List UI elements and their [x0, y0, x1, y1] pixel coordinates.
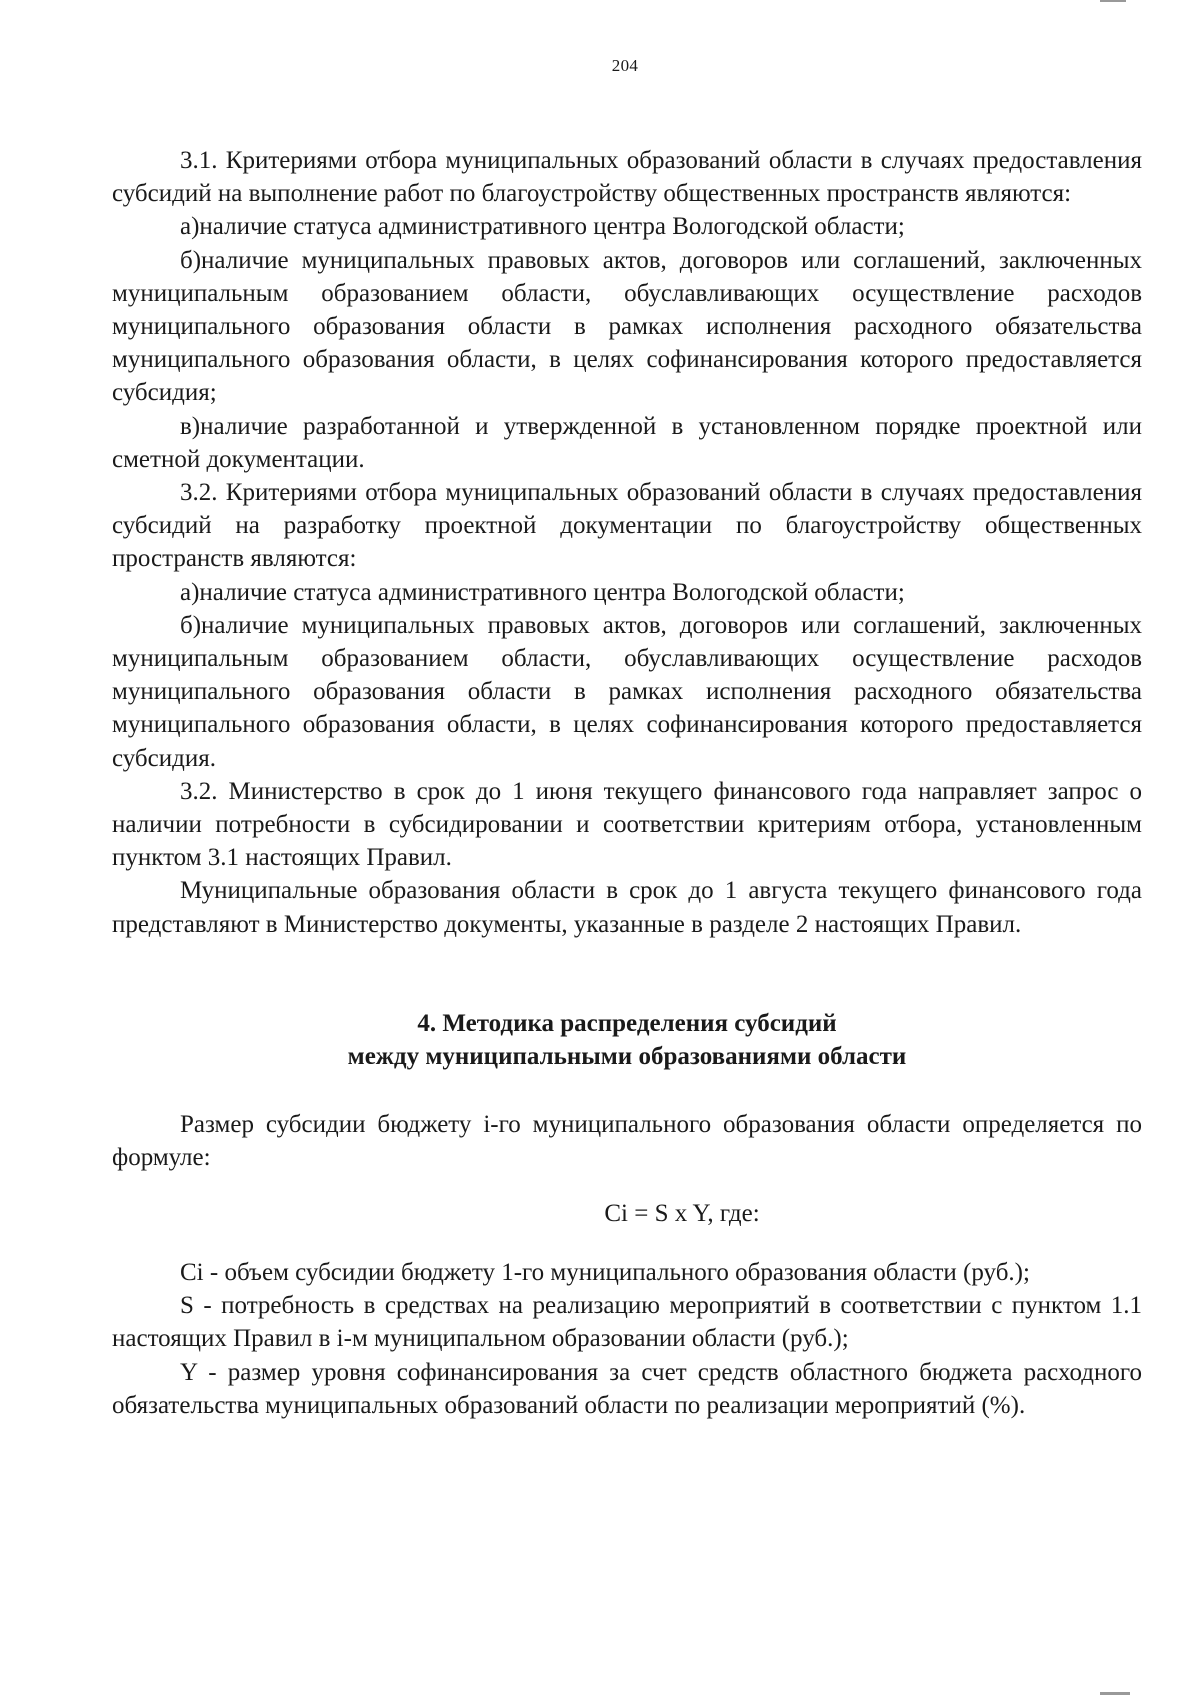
section-4-heading-line-1: 4. Методика распределения субсидий [417, 1009, 837, 1037]
spacer [112, 1073, 1142, 1108]
spacer [112, 1175, 1142, 1197]
definition-s: S - потребность в средствах на реализацию мероприятий в соответствии с пунктом 1.1 настоящих Правил в i-м муниципальном образовании области (руб.); [112, 1292, 1142, 1353]
paragraph-3-1-a: а)наличие статуса административного центра Вологодской области; [180, 213, 905, 241]
paragraph-3-2-b: б)наличие муниципальных правовых актов, договоров или соглашений, заключенных муниципальным образованием области, обуславливающих осуществление расходов муниципального образования области в рамках исполнения расходного обязательства муниципального образования области, в целях софинансирования которого предоставляется субсидия. [112, 611, 1142, 772]
section-4-heading-line-2: между муниципальными образованиями области [347, 1043, 907, 1071]
scan-artifact-bottom-right [1100, 1692, 1130, 1695]
paragraph-3-1-c: в)наличие разработанной и утвержденной в установленном порядке проектной или сметной документации. [112, 412, 1142, 473]
definition-ci: Ci - объем субсидии бюджету 1-го муниципального образования области (руб.); [180, 1258, 1030, 1286]
page-number: 204 [611, 56, 639, 75]
paragraph-3-1-b: б)наличие муниципальных правовых актов, договоров или соглашений, заключенных муниципальным образованием области, обуславливающих осуществление расходов муниципального образования области в рамках исполнения расходного обязательства муниципального образования области, в целях софинансирования которого предоставляется субсидия; [112, 246, 1142, 407]
spacer [112, 1230, 1142, 1256]
paragraph-3-2-a: а)наличие статуса административного центра Вологодской области; [180, 578, 905, 606]
paragraph-formula-intro: Размер субсидии бюджету i-го муниципального образования области определяется по формуле: [112, 1111, 1142, 1172]
paragraph-municipal-documents: Муниципальные образования области в срок до 1 августа текущего финансового года представляют в Министерство документы, указанные в разделе 2 настоящих Правил. [112, 877, 1142, 938]
formula: Ci = S x Y, где: [604, 1199, 760, 1227]
spacer [112, 941, 1142, 1007]
paragraph-3-2: 3.2. Критериями отбора муниципальных образований области в случаях предоставления субсидий на разработку проектной документации по благоустройству общественных пространств являются: [112, 479, 1142, 573]
paragraph-3-1: 3.1. Критериями отбора муниципальных образований области в случаях предоставления субсидий на выполнение работ по благоустройству общественных пространств являются: [112, 147, 1142, 208]
page-content [112, 144, 1142, 1422]
paragraph-3-2-ministry: 3.2. Министерство в срок до 1 июня текущего финансового года направляет запрос о наличии потребности в субсидировании и соответствии критериям отбора, установленным пунктом 3.1 настоящих Правил. [112, 777, 1142, 872]
scan-artifact-top-right [1100, 0, 1126, 2]
definition-y: Y - размер уровня софинансирования за счет средств областного бюджета расходного обязательства муниципальных образований области по реализации мероприятий (%). [112, 1358, 1142, 1419]
